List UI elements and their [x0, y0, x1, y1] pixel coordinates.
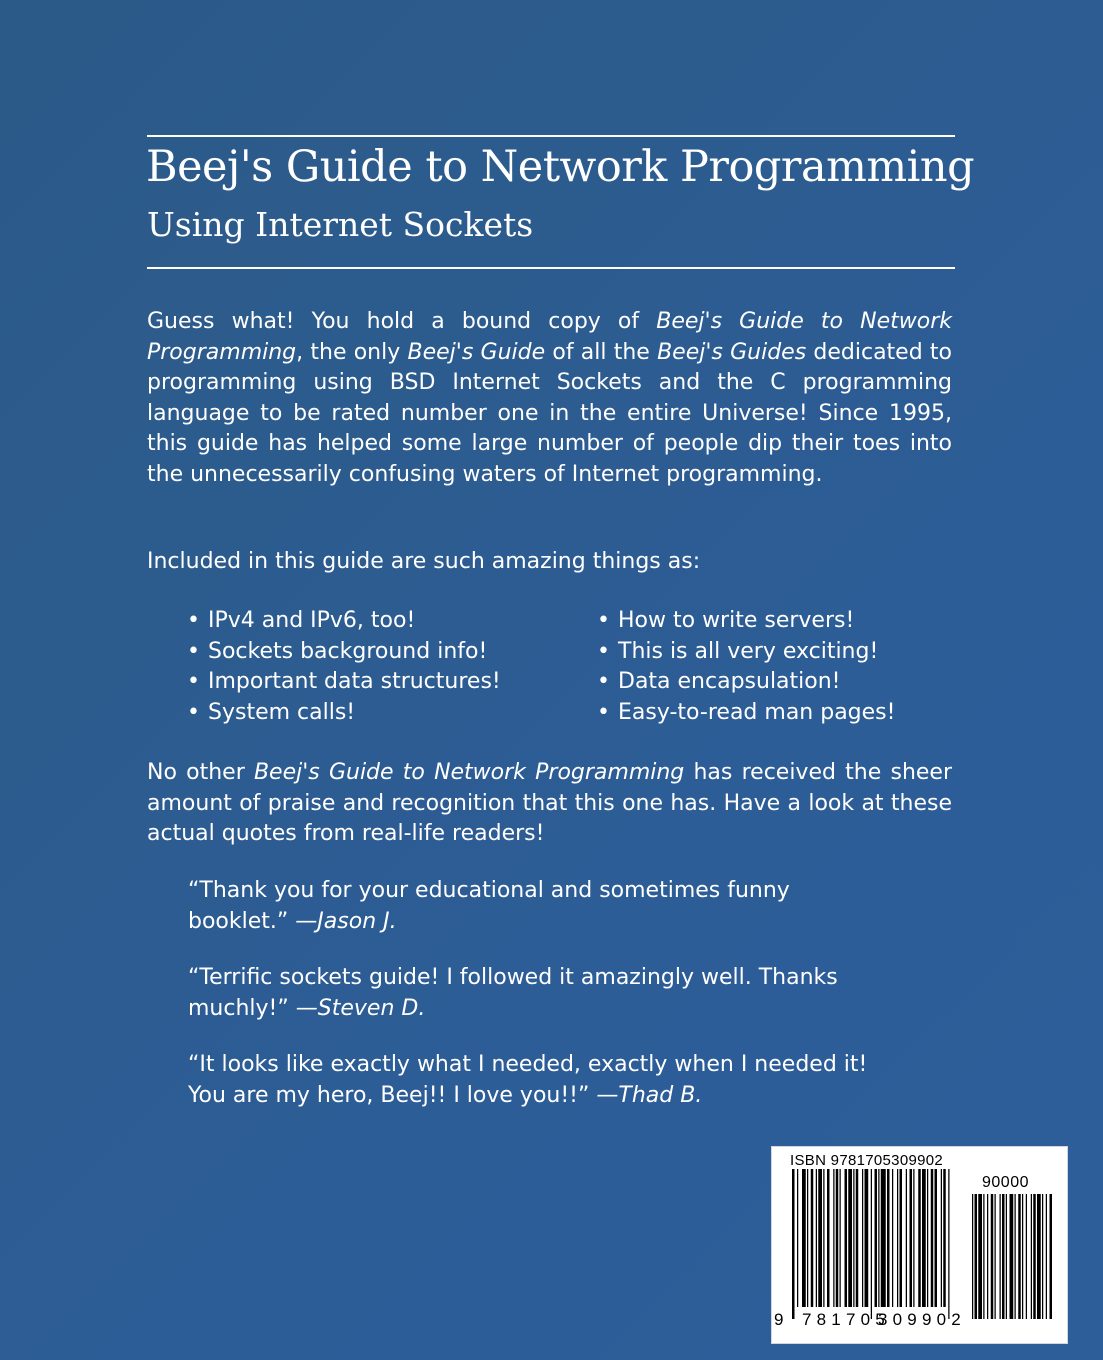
price-code: 90000: [982, 1174, 1029, 1191]
bullet-icon: •: [187, 699, 200, 725]
intro-guides-name: Beej's Guides: [657, 339, 807, 365]
bullet-icon: •: [187, 638, 200, 664]
list-item: [187, 698, 501, 729]
feature-text: System calls!: [208, 699, 356, 725]
bullet-icon: •: [597, 699, 610, 725]
bullet-icon: •: [597, 608, 610, 633]
list-item: [597, 667, 895, 698]
list-item: [187, 606, 501, 637]
barcode-lead-digit: 9: [774, 1310, 784, 1329]
reader-quote: [188, 876, 888, 937]
isbn-label: ISBN 9781705309902: [790, 1152, 944, 1169]
quote-text: “Thank you for your educational and sometimes funny booklet.”: [188, 878, 790, 934]
bullet-icon: •: [597, 669, 610, 695]
praise-book-title: Beej's Guide to Network Programming: [253, 760, 685, 785]
intro-book-title: Beej's Guide to Network Programming: [147, 309, 952, 365]
quote-text: “It looks like exactly what I needed, exactly when I needed it! You are my hero, Beej!! I love you!!”: [188, 1052, 868, 1108]
intro-paragraph: [147, 307, 952, 491]
list-item: [597, 606, 895, 637]
top-rule: [147, 135, 955, 137]
feature-text: Important data structures!: [208, 669, 501, 695]
intro-text-1: Guess what! You hold a bound copy of: [147, 309, 657, 334]
praise-paragraph: [147, 758, 952, 850]
feature-text: How to write servers!: [618, 608, 855, 633]
features-list-left: [187, 606, 501, 728]
feature-text: Data encapsulation!: [618, 669, 841, 695]
list-item: [597, 637, 895, 668]
reader-quote: [188, 1050, 888, 1111]
quote-text: “Terrific sockets guide! I followed it amazingly well. Thanks muchly!”: [188, 965, 838, 1021]
isbn-barcode: [771, 1146, 1068, 1344]
praise-text-2: has received the sheer amount of praise and recognition that this one has. Have a look at these actual quotes from real-life readers!: [147, 760, 952, 847]
feature-text: Easy-to-read man pages!: [618, 699, 896, 725]
book-subtitle: Using Internet Sockets: [147, 205, 534, 244]
intro-text-4: dedicated to programming using BSD Internet Sockets and the C programming language to be rated number one in the entire Universe! Since 1995, this guide has helped some large number of people dip their toes into the unnecessarily confusing waters of Internet programming.: [147, 339, 953, 487]
feature-text: Sockets background info!: [208, 638, 488, 664]
list-item: [597, 698, 895, 729]
intro-text-3: of all the: [545, 339, 658, 365]
reader-quote: [188, 963, 888, 1024]
features-list-right: [597, 606, 895, 728]
praise-text-1: No other: [147, 760, 254, 785]
intro-text-2: , the only: [296, 339, 408, 365]
barcode-digits-right: 309902: [878, 1310, 966, 1329]
quote-author: —Steven D.: [295, 995, 426, 1021]
intro-guide-name: Beej's Guide: [407, 339, 546, 365]
bottom-rule: [147, 267, 955, 269]
quote-author: —Thad B.: [596, 1082, 703, 1108]
quote-author: —Jason J.: [295, 908, 397, 934]
included-heading: Included in this guide are such amazing things as:: [147, 549, 701, 574]
bullet-icon: •: [187, 669, 200, 695]
feature-text: IPv4 and IPv6, too!: [208, 608, 416, 633]
bullet-icon: •: [187, 608, 200, 633]
feature-text: This is all very exciting!: [618, 638, 879, 664]
bullet-icon: •: [597, 638, 610, 664]
book-title: Beej's Guide to Network Programming: [146, 142, 975, 192]
list-item: [187, 667, 501, 698]
barcode-digits-left: 781705: [802, 1310, 890, 1329]
list-item: [187, 637, 501, 668]
